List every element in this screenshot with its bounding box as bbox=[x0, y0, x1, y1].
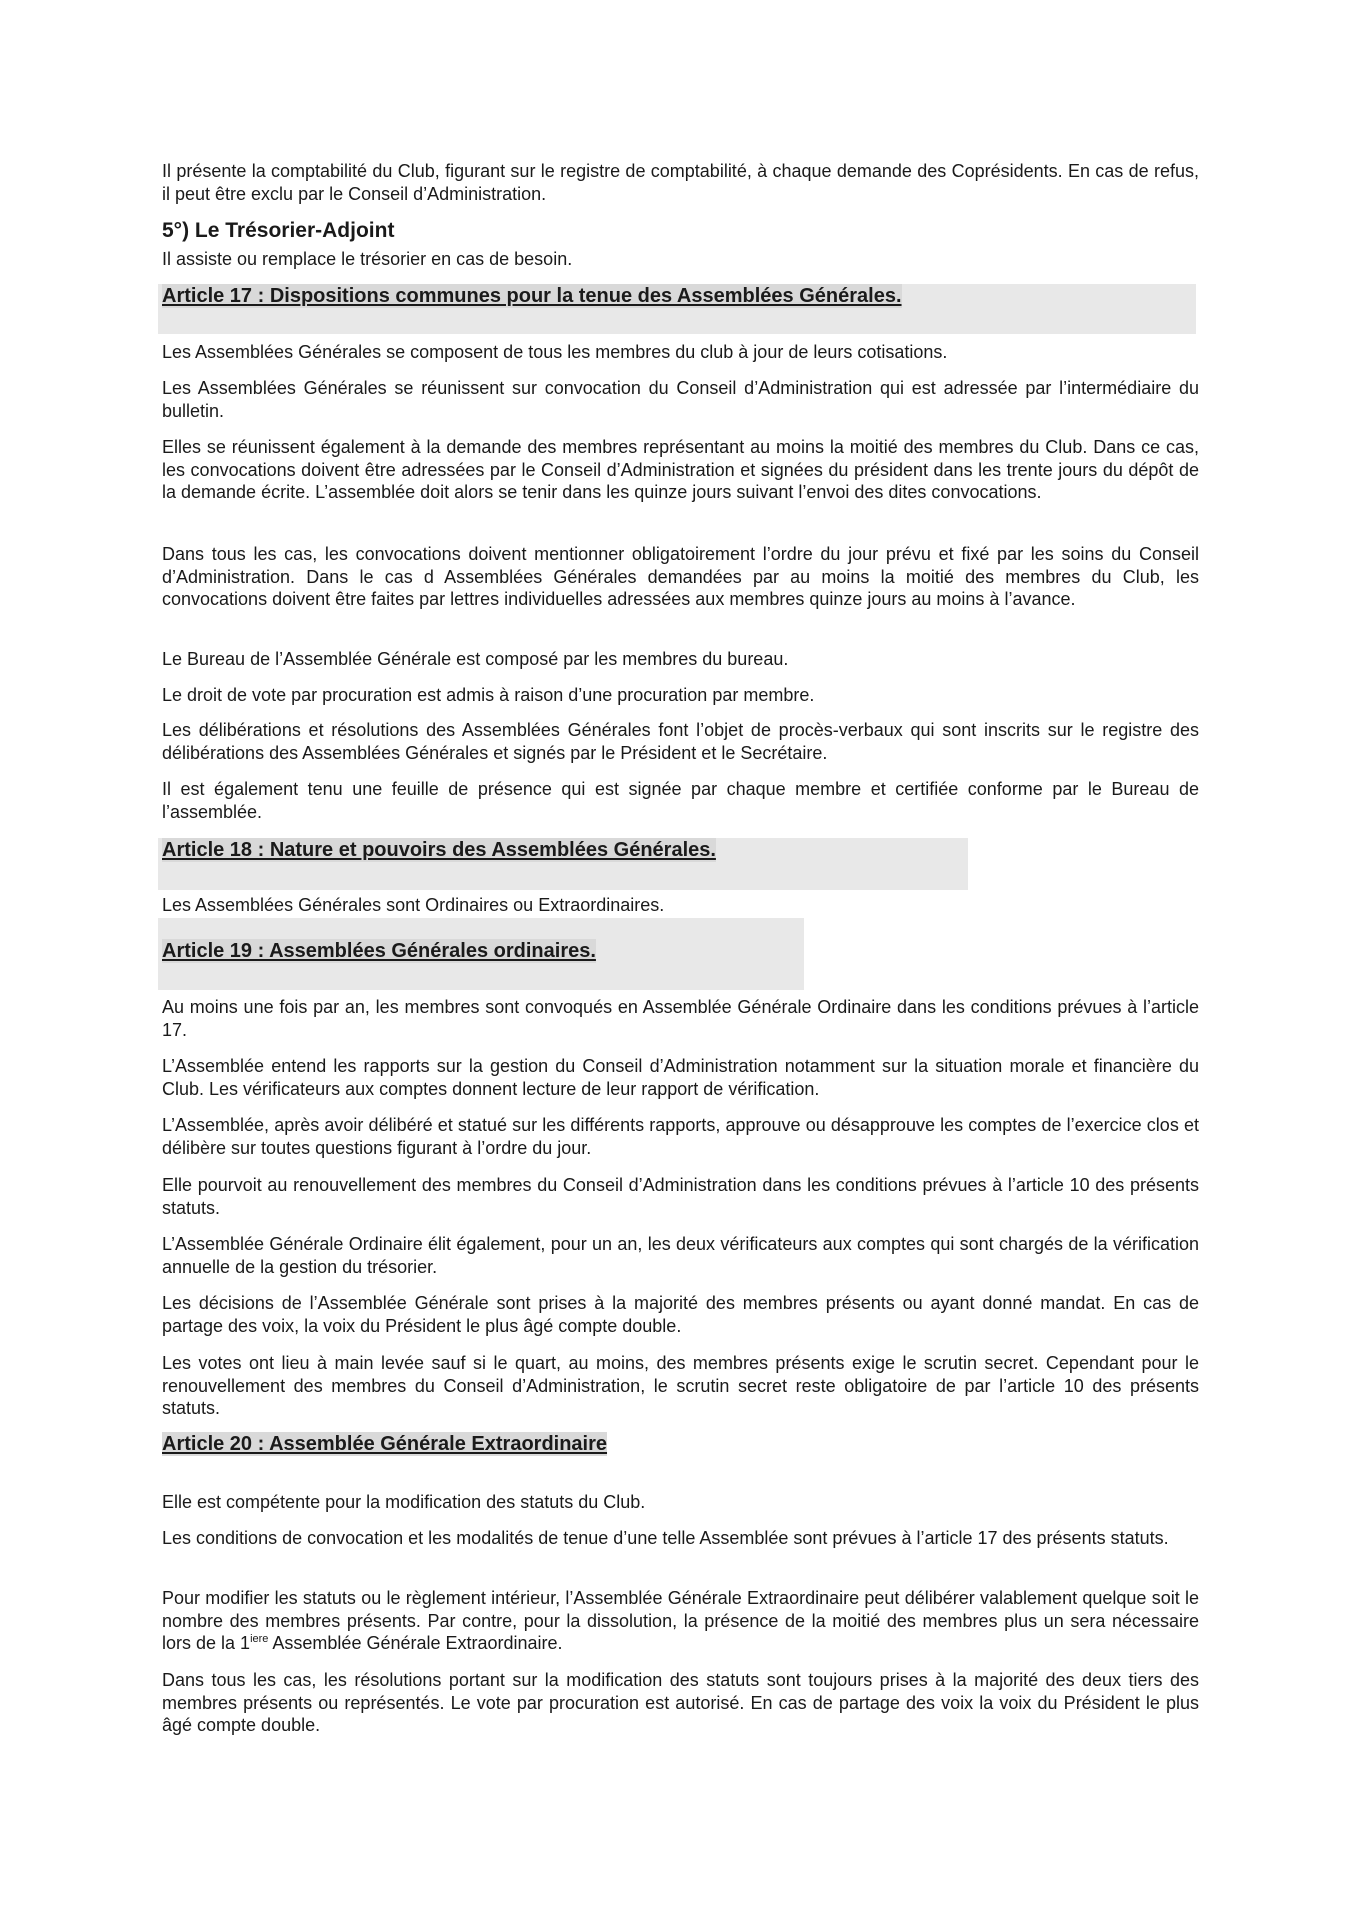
paragraph-tresorier-adjoint: Il assiste ou remplace le trésorier en cas de besoin. bbox=[162, 249, 573, 269]
article-20-p3-text-end: Assemblée Générale Extraordinaire. bbox=[268, 1633, 563, 1653]
article-20-p3-text: Pour modifier les statuts ou le règlement intérieur, l’Assemblée Générale Extraordinaire peut délibérer valablement quelque soit le nombre des membres présents. Par contre, pour la dissolution, la présence de la moitié des membres plus un sera nécessaire lors de la 1 bbox=[162, 1588, 1199, 1653]
article-20-p2: Les conditions de convocation et les modalités de tenue d’une telle Assemblée sont prévues à l’article 17 des présents statuts. bbox=[162, 1528, 1169, 1548]
article-19-p2: L’Assemblée entend les rapports sur la gestion du Conseil d’Administration notamment sur la situation morale et financière du Club. Les vérificateurs aux comptes donnent lecture de leur rapport de vérification. bbox=[162, 1056, 1199, 1099]
article-18-title: Article 18 : Nature et pouvoirs des Assemblées Générales. bbox=[162, 839, 716, 861]
article-17-p1: Les Assemblées Générales se composent de tous les membres du club à jour de leurs cotisations. bbox=[162, 342, 948, 362]
article-18-p1: Les Assemblées Générales sont Ordinaires ou Extraordinaires. bbox=[162, 895, 665, 915]
article-17-p2: Les Assemblées Générales se réunissent sur convocation du Conseil d’Administration qui est adressée par l’intermédiaire du bulletin. bbox=[162, 378, 1199, 421]
article-20-p3 bbox=[162, 1587, 1199, 1655]
article-17-p5: Le Bureau de l’Assemblée Générale est composé par les membres du bureau. bbox=[162, 649, 789, 669]
article-19-title: Article 19 : Assemblées Générales ordinaires. bbox=[162, 940, 596, 962]
heading-tresorier-adjoint: 5°) Le Trésorier-Adjoint bbox=[162, 219, 395, 242]
article-20-p1: Elle est compétente pour la modification des statuts du Club. bbox=[162, 1492, 646, 1512]
article-19-p4: Elle pourvoit au renouvellement des membres du Conseil d’Administration dans les conditions prévues à l’article 10 des présents statuts. bbox=[162, 1175, 1199, 1218]
paragraph-comptabilite: Il présente la comptabilité du Club, figurant sur le registre de comptabilité, à chaque demande des Coprésidents. En cas de refus, il peut être exclu par le Conseil d’Administration. bbox=[162, 161, 1199, 204]
article-19-p3: L’Assemblée, après avoir délibéré et statué sur les différents rapports, approuve ou désapprouve les comptes de l’exercice clos et délibère sur toutes questions figurant à l’ordre du jour. bbox=[162, 1115, 1199, 1158]
article-20-p4: Dans tous les cas, les résolutions portant sur la modification des statuts sont toujours prises à la majorité des deux tiers des membres présents ou représentés. Le vote par procuration est autorisé. En cas de partage des voix la voix du Président le plus âgé compte double. bbox=[162, 1670, 1199, 1735]
article-19-p5: L’Assemblée Générale Ordinaire élit également, pour un an, les deux vérificateurs aux comptes qui sont chargés de la vérification annuelle de la gestion du trésorier. bbox=[162, 1234, 1199, 1277]
article-19-p6: Les décisions de l’Assemblée Générale sont prises à la majorité des membres présents ou ayant donné mandat. En cas de partage des voix, la voix du Président le plus âgé compte double. bbox=[162, 1293, 1199, 1336]
article-17-p8: Il est également tenu une feuille de présence qui est signée par chaque membre et certifiée conforme par le Bureau de l’assemblée. bbox=[162, 779, 1199, 822]
article-17-p4: Dans tous les cas, les convocations doivent mentionner obligatoirement l’ordre du jour prévu et fixé par les soins du Conseil d’Administration. Dans le cas d Assemblées Générales demandées par au moins la moitié des membres du Club, les convocations doivent être faites par lettres individuelles adressées aux membres quinze jours au moins à l’avance. bbox=[162, 544, 1199, 609]
article-17-p3: Elles se réunissent également à la demande des membres représentant au moins la moitié des membres du Club. Dans ce cas, les convocations doivent être adressées par le Conseil d’Administration et signées du président dans les trente jours du dépôt de la demande écrite. L’assemblée doit alors se tenir dans les quinze jours suivant l’envoi des dites convocations. bbox=[162, 437, 1199, 502]
article-20-title: Article 20 : Assemblée Générale Extraordinaire bbox=[162, 1433, 608, 1455]
article-19-p1: Au moins une fois par an, les membres sont convoqués en Assemblée Générale Ordinaire dans les conditions prévues à l’article 17. bbox=[162, 997, 1199, 1040]
article-17-p6: Le droit de vote par procuration est admis à raison d’une procuration par membre. bbox=[162, 685, 815, 705]
article-17-p7: Les délibérations et résolutions des Assemblées Générales font l’objet de procès-verbaux qui sont inscrits sur le registre des délibérations des Assemblées Générales et signés par le Président et le Secrétaire. bbox=[162, 720, 1199, 763]
article-17-title: Article 17 : Dispositions communes pour la tenue des Assemblées Générales. bbox=[162, 285, 902, 307]
article-20-p3-superscript: iere bbox=[250, 1633, 269, 1645]
article-19-p7: Les votes ont lieu à main levée sauf si le quart, au moins, des membres présents exige le scrutin secret. Cependant pour le renouvellement des membres du Conseil d’Administration, le scrutin secret reste obligatoire de par l’article 10 des présents statuts. bbox=[162, 1353, 1199, 1418]
